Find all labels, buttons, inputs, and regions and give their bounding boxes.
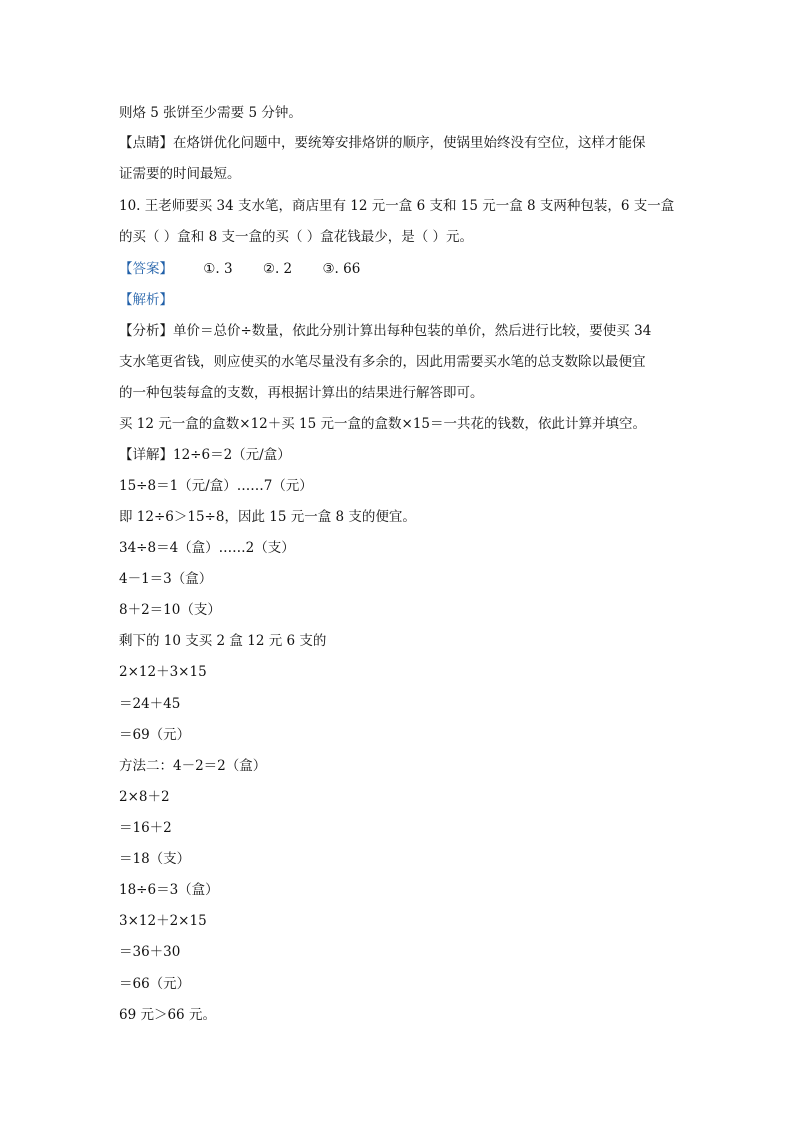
text-line: 18÷6＝3（盒） (119, 882, 219, 898)
text-line: 则烙 5 张饼至少需要 5 分钟。 (119, 105, 302, 121)
text-line: 支水笔更省钱，则应使买的水笔尽量没有多余的，因此用需要买水笔的总支数除以最便宜 (119, 354, 646, 370)
text-line: 的一种包装每盒的支数，再根据计算出的结果进行解答即可。 (119, 385, 484, 401)
text-line: ＝69（元） (119, 727, 191, 743)
question-10-line: 10. 王老师要买 34 支水笔，商店里有 12 元一盒 6 支和 15 元一盒 8 支两种包装，6 支一盒 (119, 198, 675, 214)
text-line: 2×12＋3×15 (119, 664, 207, 680)
text-line: 【分析】单价＝总价÷数量，依此分别计算出每种包装的单价，然后进行比较，要使买 34 (119, 323, 652, 339)
answer-line (119, 259, 386, 279)
text-line: 4－1＝3（盒） (119, 571, 213, 587)
text-line: 剩下的 10 支买 2 盒 12 元 6 支的 (119, 633, 327, 649)
answer-item: ①. 3 (203, 261, 233, 277)
text-line: 证需要的时间最短。 (119, 166, 241, 182)
text-line: 3×12＋2×15 (119, 913, 207, 929)
text-line: 69 元＞66 元。 (119, 1007, 216, 1023)
text-line: ＝36＋30 (119, 944, 181, 960)
text-line: 即 12÷6＞15÷8，因此 15 元一盒 8 支的便宜。 (119, 509, 416, 525)
text-line: 15÷8＝1（元/盒）……7（元） (119, 478, 313, 494)
text-line: 方法二：4－2＝2（盒） (119, 758, 267, 774)
answer-label: 【答案】 (119, 261, 173, 277)
text-line: ＝16＋2 (119, 820, 172, 836)
answer-item: ②. 2 (262, 261, 293, 277)
answer-item: ③. 66 (322, 261, 361, 277)
text-line: ＝24＋45 (119, 696, 181, 712)
analysis-label: 【解析】 (119, 292, 173, 308)
text-line: ＝66（元） (119, 976, 191, 992)
text-line: 【点睛】在烙饼优化问题中，要统筹安排烙饼的顺序，使锅里始终没有空位，这样才能保 (119, 135, 646, 151)
text-line: 8＋2＝10（支） (119, 602, 221, 618)
text-line: ＝18（支） (119, 851, 191, 867)
text-line: 【详解】12÷6＝2（元/盒） (119, 447, 291, 463)
text-line: 2×8＋2 (119, 789, 170, 805)
text-line: 34÷8＝4（盒）……2（支） (119, 540, 295, 556)
text-line: 买 12 元一盒的盒数×12＋买 15 元一盒的盒数×15＝一共花的钱数，依此计算并填空。 (119, 416, 646, 432)
question-10-blanks-line: 的买（ ）盒和 8 支一盒的买（ ）盒花钱最少，是（ ）元。 (119, 229, 474, 245)
